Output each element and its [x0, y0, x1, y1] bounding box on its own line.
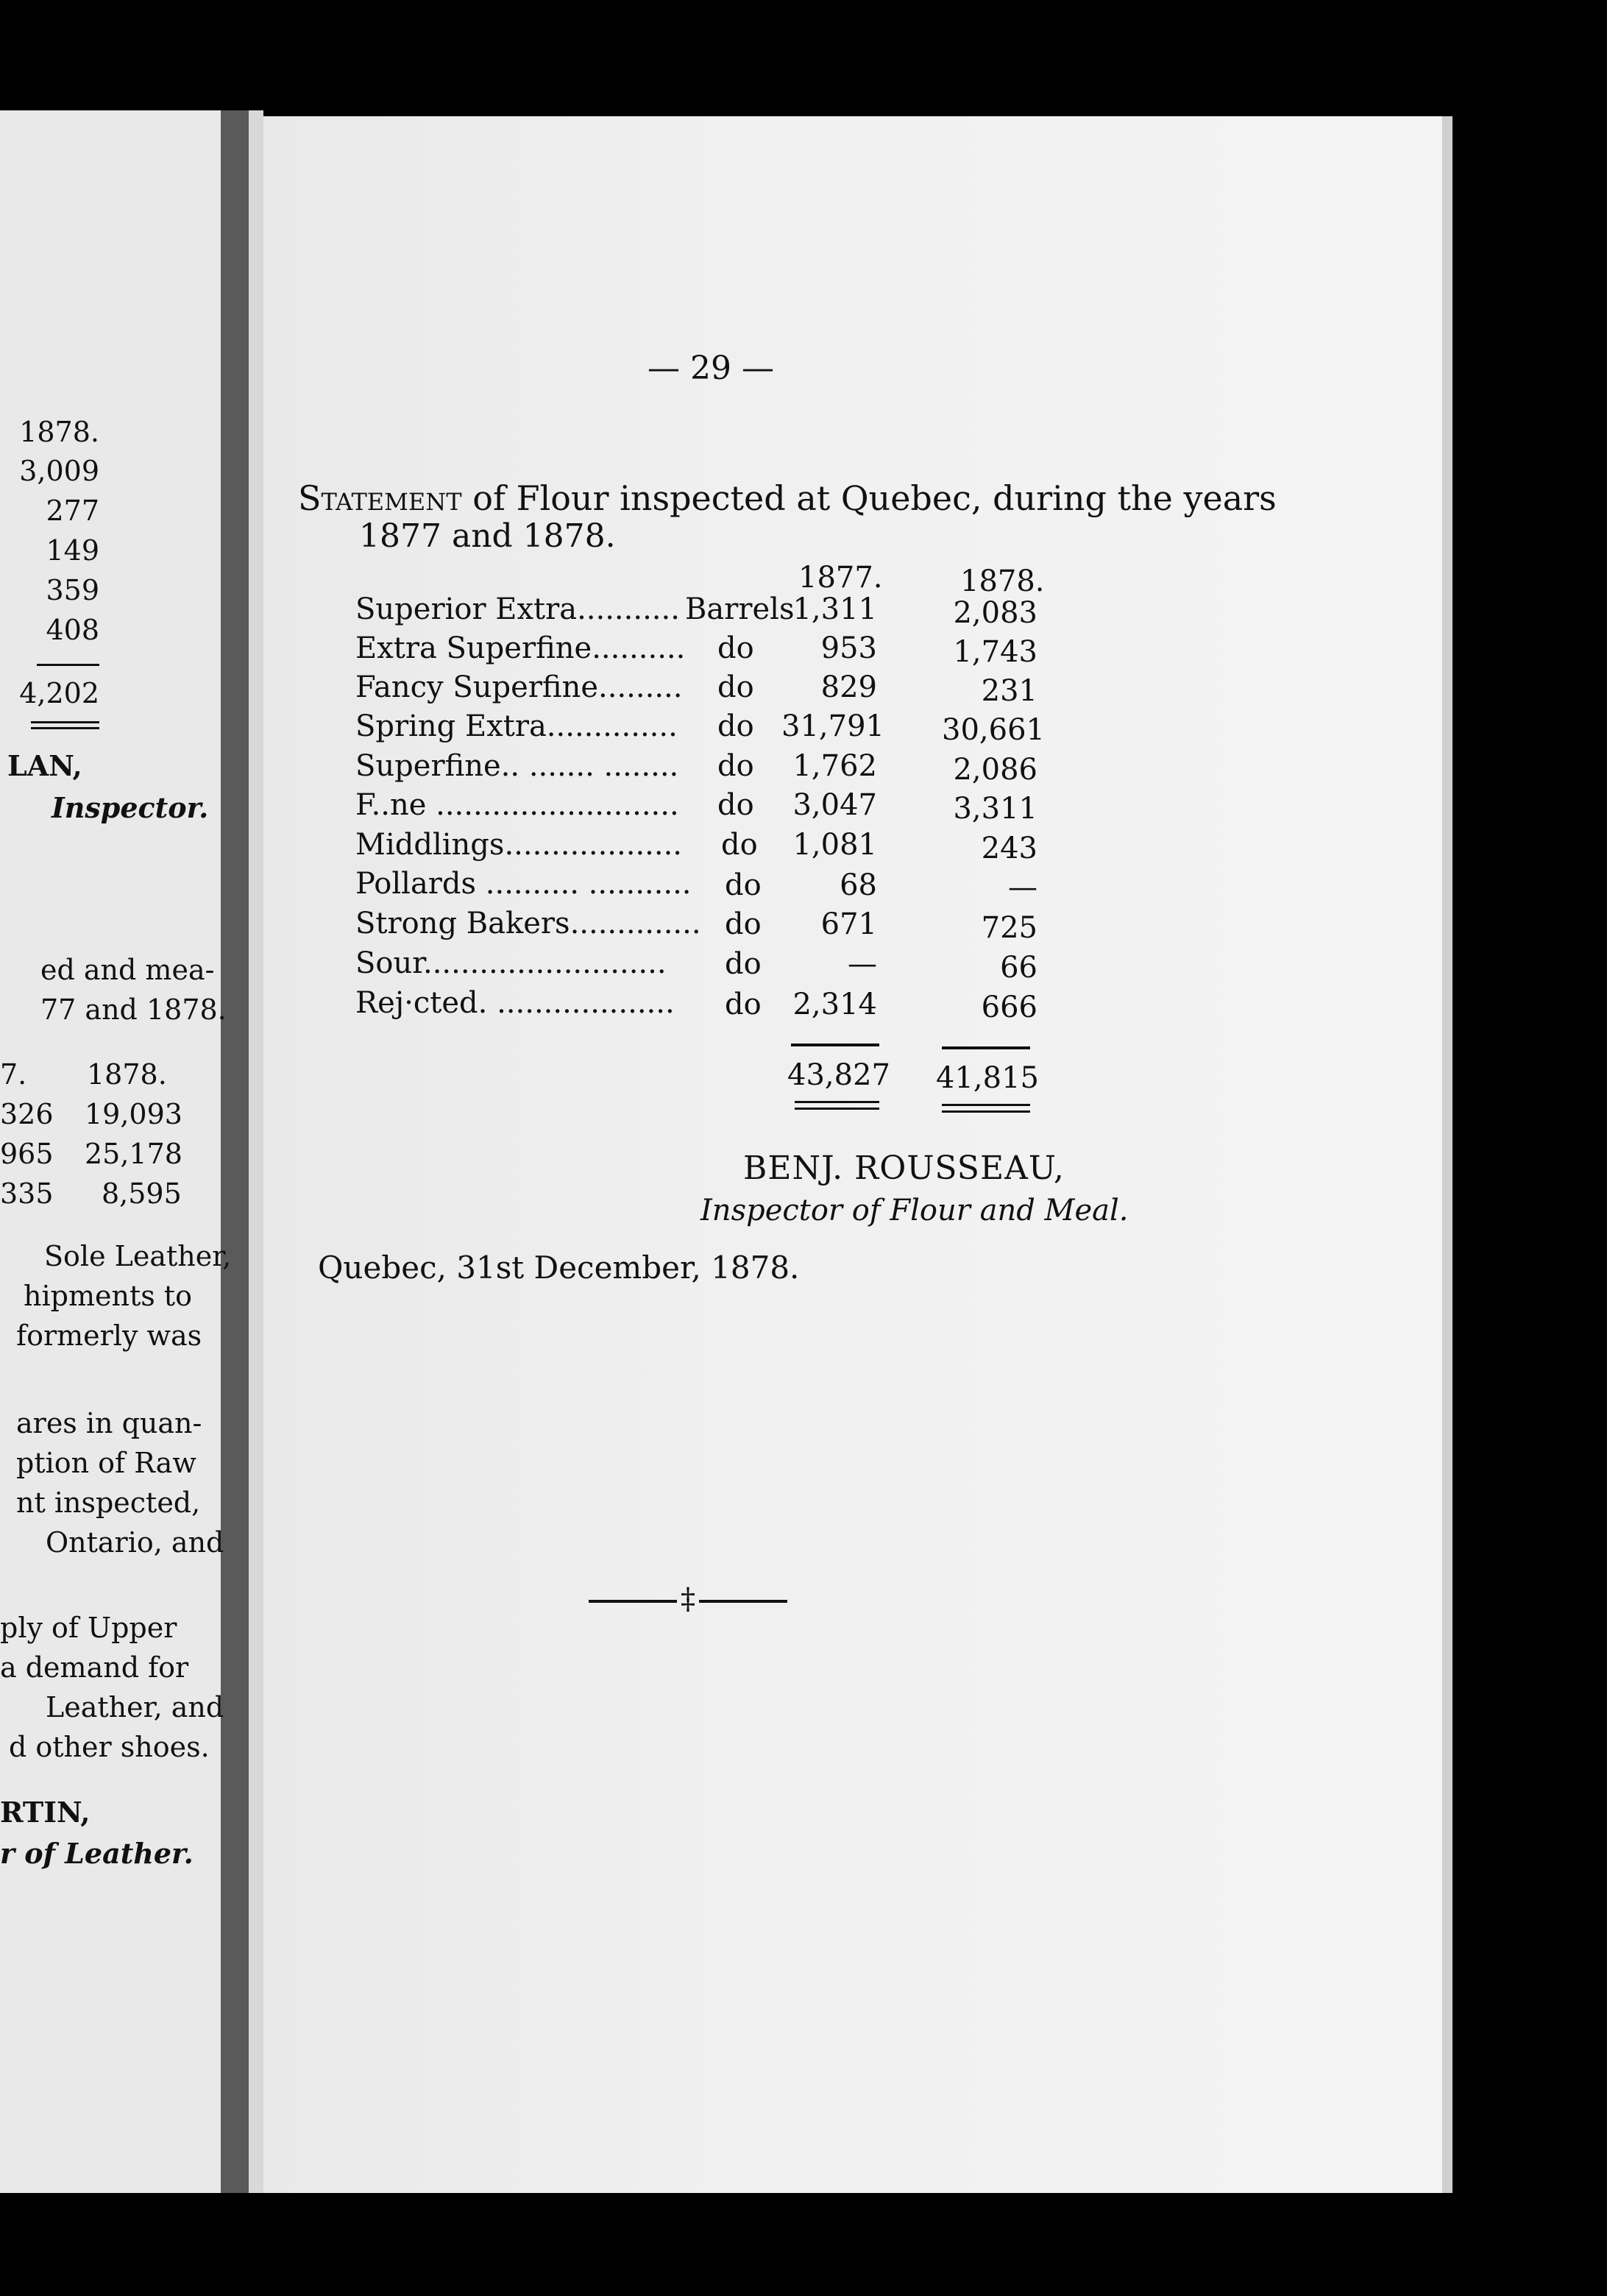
prev-table-cell: 19,093: [85, 1098, 182, 1130]
value-1877: 1,081: [792, 828, 877, 862]
page-edge: [1442, 116, 1452, 2193]
prev-value: 408: [46, 614, 99, 646]
prev-para-line: a demand for: [0, 1651, 189, 1684]
page-fold: [249, 110, 263, 2193]
value-1878: 1,743: [953, 635, 1037, 669]
value-1878: 66: [1000, 951, 1037, 985]
value-1878: —: [1008, 871, 1037, 904]
prev-value: 149: [46, 534, 99, 567]
statement-heading: [298, 478, 1277, 518]
prev-para-line: ed and mea-: [40, 954, 215, 986]
row-unit: do: [717, 631, 754, 665]
prev-title: r of Leather.: [0, 1837, 194, 1870]
prev-para-line: formerly was: [16, 1319, 202, 1352]
prev-value: 277: [46, 495, 99, 527]
prev-double-rule: [31, 721, 99, 723]
prev-table-cell: 335: [0, 1177, 54, 1210]
value-1877: 671: [820, 907, 877, 941]
double-rule-1878: [942, 1104, 1030, 1106]
row-label: Superfine.. ....... ........: [355, 749, 679, 783]
double-rule-1877: [795, 1101, 879, 1103]
binding-gutter: [221, 110, 249, 2193]
prev-double-rule: [31, 727, 99, 729]
value-1878: 231: [981, 674, 1037, 708]
page-number: — 29 —: [648, 350, 774, 387]
prev-total: 4,202: [19, 677, 99, 709]
prev-para-line: 77 and 1878.: [40, 993, 227, 1026]
value-1878: 30,661: [942, 713, 1045, 747]
prev-rule: [37, 664, 99, 666]
row-unit: Barrels: [685, 592, 795, 626]
sum-rule-1877: [791, 1044, 879, 1046]
prev-value: 359: [46, 574, 99, 606]
row-unit: do: [725, 947, 762, 981]
prev-para-line: ares in quan-: [16, 1407, 202, 1439]
row-label: Spring Extra..............: [355, 709, 678, 743]
total-1878: 41,815: [936, 1061, 1039, 1095]
value-1877: 953: [820, 631, 877, 665]
value-1878: 243: [981, 832, 1037, 865]
row-label: Pollards .......... ...........: [355, 867, 692, 901]
row-unit: do: [717, 670, 754, 704]
row-unit: do: [725, 868, 762, 902]
value-1877: 31,791: [781, 709, 884, 743]
row-label: Extra Superfine..........: [355, 631, 686, 665]
prev-header-year: 1878.: [19, 416, 99, 448]
column-header-1877: 1877.: [798, 561, 883, 595]
total-1877: 43,827: [787, 1058, 890, 1092]
inspector-name: BENJ. ROUSSEAU,: [743, 1149, 1065, 1187]
prev-table-cell: 326: [0, 1098, 54, 1130]
row-unit: do: [721, 828, 758, 862]
value-1878: 2,083: [953, 596, 1037, 630]
prev-para-line: Leather, and: [46, 1691, 224, 1723]
statement-text: of Flour inspected at Quebec, during the years: [461, 478, 1277, 518]
prev-signature: RTIN,: [0, 1796, 91, 1829]
value-1877: 1,311: [792, 592, 877, 626]
ornament-dagger: ‡: [681, 1582, 695, 1616]
prev-para-line: Ontario, and: [46, 1526, 224, 1559]
prev-para-line: nt inspected,: [16, 1487, 201, 1519]
prev-table-head: 7.: [0, 1058, 27, 1091]
row-label: Strong Bakers..............: [355, 907, 701, 940]
inspector-title: Inspector of Flour and Meal.: [700, 1194, 1129, 1227]
column-header-1878: 1878.: [960, 564, 1045, 598]
row-unit: do: [725, 907, 762, 941]
double-rule-1877: [795, 1108, 879, 1110]
double-rule-1878: [942, 1110, 1030, 1113]
row-unit: do: [725, 988, 762, 1021]
prev-value: 3,009: [19, 455, 99, 487]
dateline: Quebec, 31st December, 1878.: [318, 1250, 800, 1286]
value-1878: 2,086: [953, 753, 1037, 787]
prev-signature: LAN,: [7, 749, 82, 782]
prev-para-line: ption of Raw: [16, 1447, 196, 1479]
row-unit: do: [717, 709, 754, 743]
prev-table-cell: 965: [0, 1138, 54, 1170]
value-1878: 725: [981, 911, 1037, 945]
value-1877: 829: [820, 670, 877, 704]
row-label: Rej·cted. ...................: [355, 986, 675, 1020]
prev-table-head: 1878.: [87, 1058, 167, 1091]
row-label: Superior Extra...........: [355, 592, 680, 626]
row-label: F..ne ..........................: [355, 788, 679, 822]
value-1877: 1,762: [792, 749, 877, 783]
prev-table-cell: 8,595: [102, 1177, 182, 1210]
row-unit: do: [717, 788, 754, 822]
prev-para-line: ply of Upper: [0, 1612, 177, 1644]
prev-para-line: Sole Leather,: [44, 1240, 232, 1272]
sum-rule-1878: [942, 1046, 1030, 1049]
statement-years: 1877 and 1878.: [359, 517, 616, 555]
value-1877: —: [848, 947, 877, 981]
prev-para-line: d other shoes.: [9, 1731, 210, 1763]
row-unit: do: [717, 749, 754, 783]
prev-title: Inspector.: [52, 791, 209, 824]
value-1877: 3,047: [792, 788, 877, 822]
row-label: Middlings...................: [355, 828, 683, 862]
prev-para-line: hipments to: [24, 1280, 192, 1312]
statement-caps: Statement: [298, 478, 462, 518]
prev-table-cell: 25,178: [85, 1138, 182, 1170]
value-1878: 3,311: [953, 792, 1037, 826]
value-1878: 666: [981, 991, 1037, 1024]
row-label: Sour..........................: [355, 946, 667, 980]
row-label: Fancy Superfine.........: [355, 670, 683, 704]
ornament-rule-right: [699, 1600, 787, 1603]
value-1877: 68: [840, 868, 877, 902]
value-1877: 2,314: [792, 988, 877, 1021]
